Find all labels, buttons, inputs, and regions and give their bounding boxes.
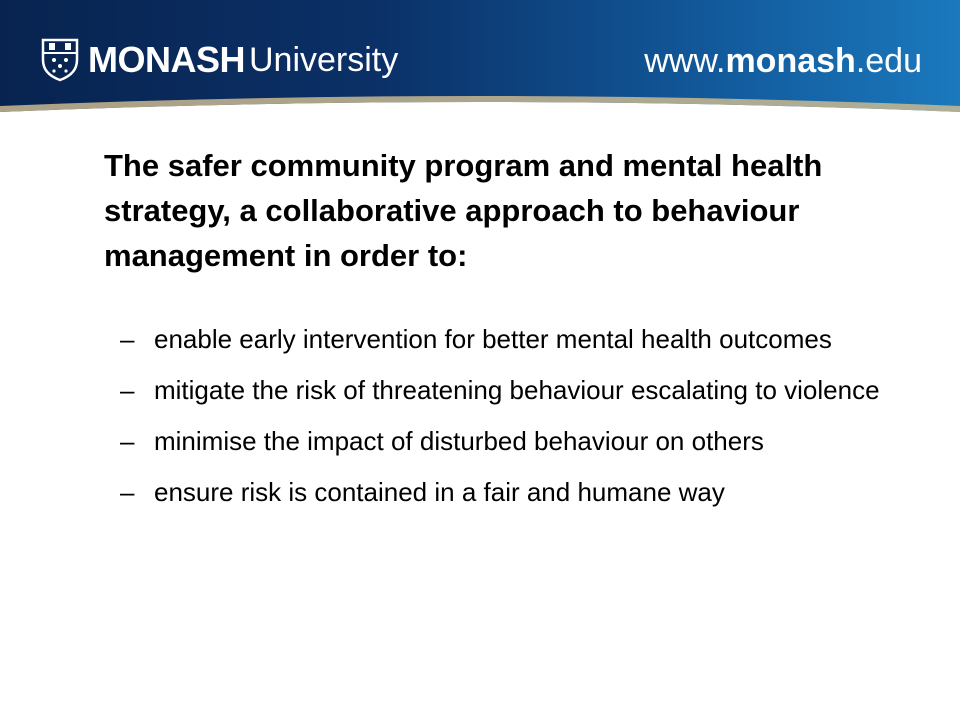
bullet-item xyxy=(120,475,900,509)
dash-marker: – xyxy=(120,324,135,354)
brand-name: MONASH xyxy=(88,39,245,80)
bullet-item xyxy=(120,322,900,356)
brand-suffix: University xyxy=(249,40,399,79)
dash-marker: – xyxy=(120,477,135,507)
url-suffix: .edu xyxy=(855,42,922,80)
bullet-text: minimise the impact of disturbed behaviour on others xyxy=(154,426,764,456)
bullet-item xyxy=(120,424,900,458)
url-domain: monash xyxy=(725,42,856,80)
monash-logo xyxy=(40,38,398,82)
crest-icon xyxy=(40,38,80,82)
bullet-item xyxy=(120,373,900,407)
bullet-text: ensure risk is contained in a fair and humane way xyxy=(154,477,725,507)
slide-title: The safer community program and mental health strategy, a collaborative approach to behaviour management in order to: xyxy=(104,148,823,273)
dash-marker: – xyxy=(120,375,135,405)
slide-header xyxy=(0,0,960,120)
website-url xyxy=(644,42,922,81)
url-prefix: www. xyxy=(644,42,726,80)
bullet-text: enable early intervention for better mental health outcomes xyxy=(154,324,832,354)
bullet-text: mitigate the risk of threatening behaviour escalating to violence xyxy=(154,375,880,405)
dash-marker: – xyxy=(120,426,135,456)
bullet-list xyxy=(120,322,900,526)
